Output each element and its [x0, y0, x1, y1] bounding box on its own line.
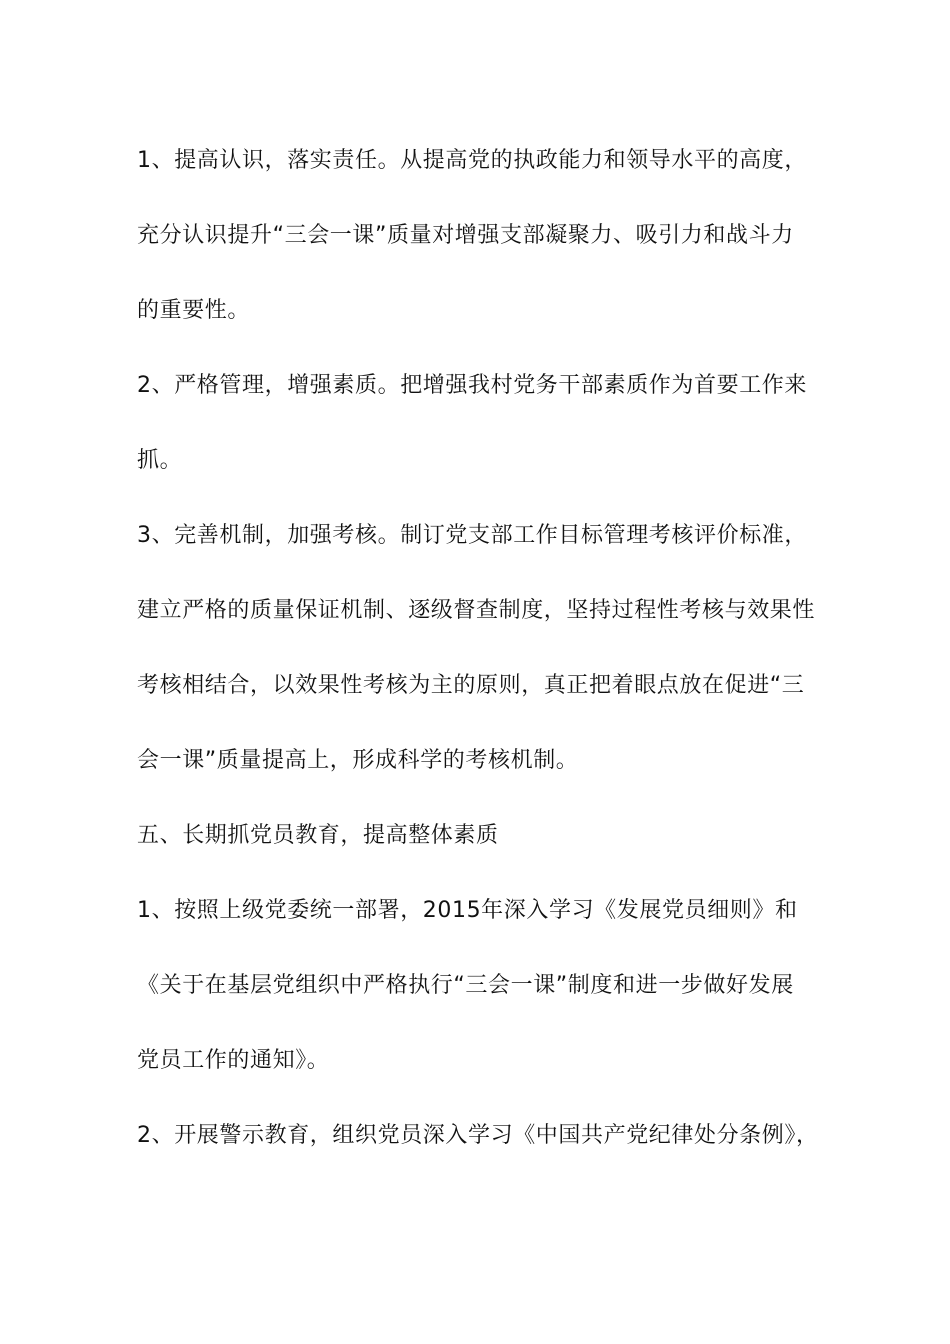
section-heading: 五、长期抓党员教育，提高整体素质	[137, 823, 499, 848]
text-line: 考核相结合，以效果性考核为主的原则，真正把着眼点放在促进“三	[137, 673, 805, 698]
text-line: 《关于在基层党组织中严格执行“三会一课”制度和进一步做好发展	[137, 973, 794, 998]
text-line: 充分认识提升“三会一课”质量对增强支部凝聚力、吸引力和战斗力	[137, 223, 794, 248]
text-line: 抓。	[137, 448, 183, 473]
text-line: 3、完善机制，加强考核。制订党支部工作目标管理考核评价标准，	[137, 523, 807, 548]
text-line: 建立严格的质量保证机制、逐级督查制度，坚持过程性考核与效果性	[137, 598, 816, 623]
text-line: 1、按照上级党委统一部署，2015年深入学习《发展党员细则》和	[137, 898, 798, 923]
text-line: 2、严格管理，增强素质。把增强我村党务干部素质作为首要工作来	[137, 373, 807, 398]
text-line: 2、开展警示教育，组织党员深入学习《中国共产党纪律处分条例》，	[137, 1123, 819, 1148]
text-line: 党员工作的通知》。	[137, 1048, 330, 1073]
text-line: 会一课”质量提高上，形成科学的考核机制。	[137, 748, 579, 773]
text-line: 1、提高认识，落实责任。从提高党的执政能力和领导水平的高度，	[137, 148, 807, 173]
text-line: 的重要性。	[137, 298, 251, 323]
